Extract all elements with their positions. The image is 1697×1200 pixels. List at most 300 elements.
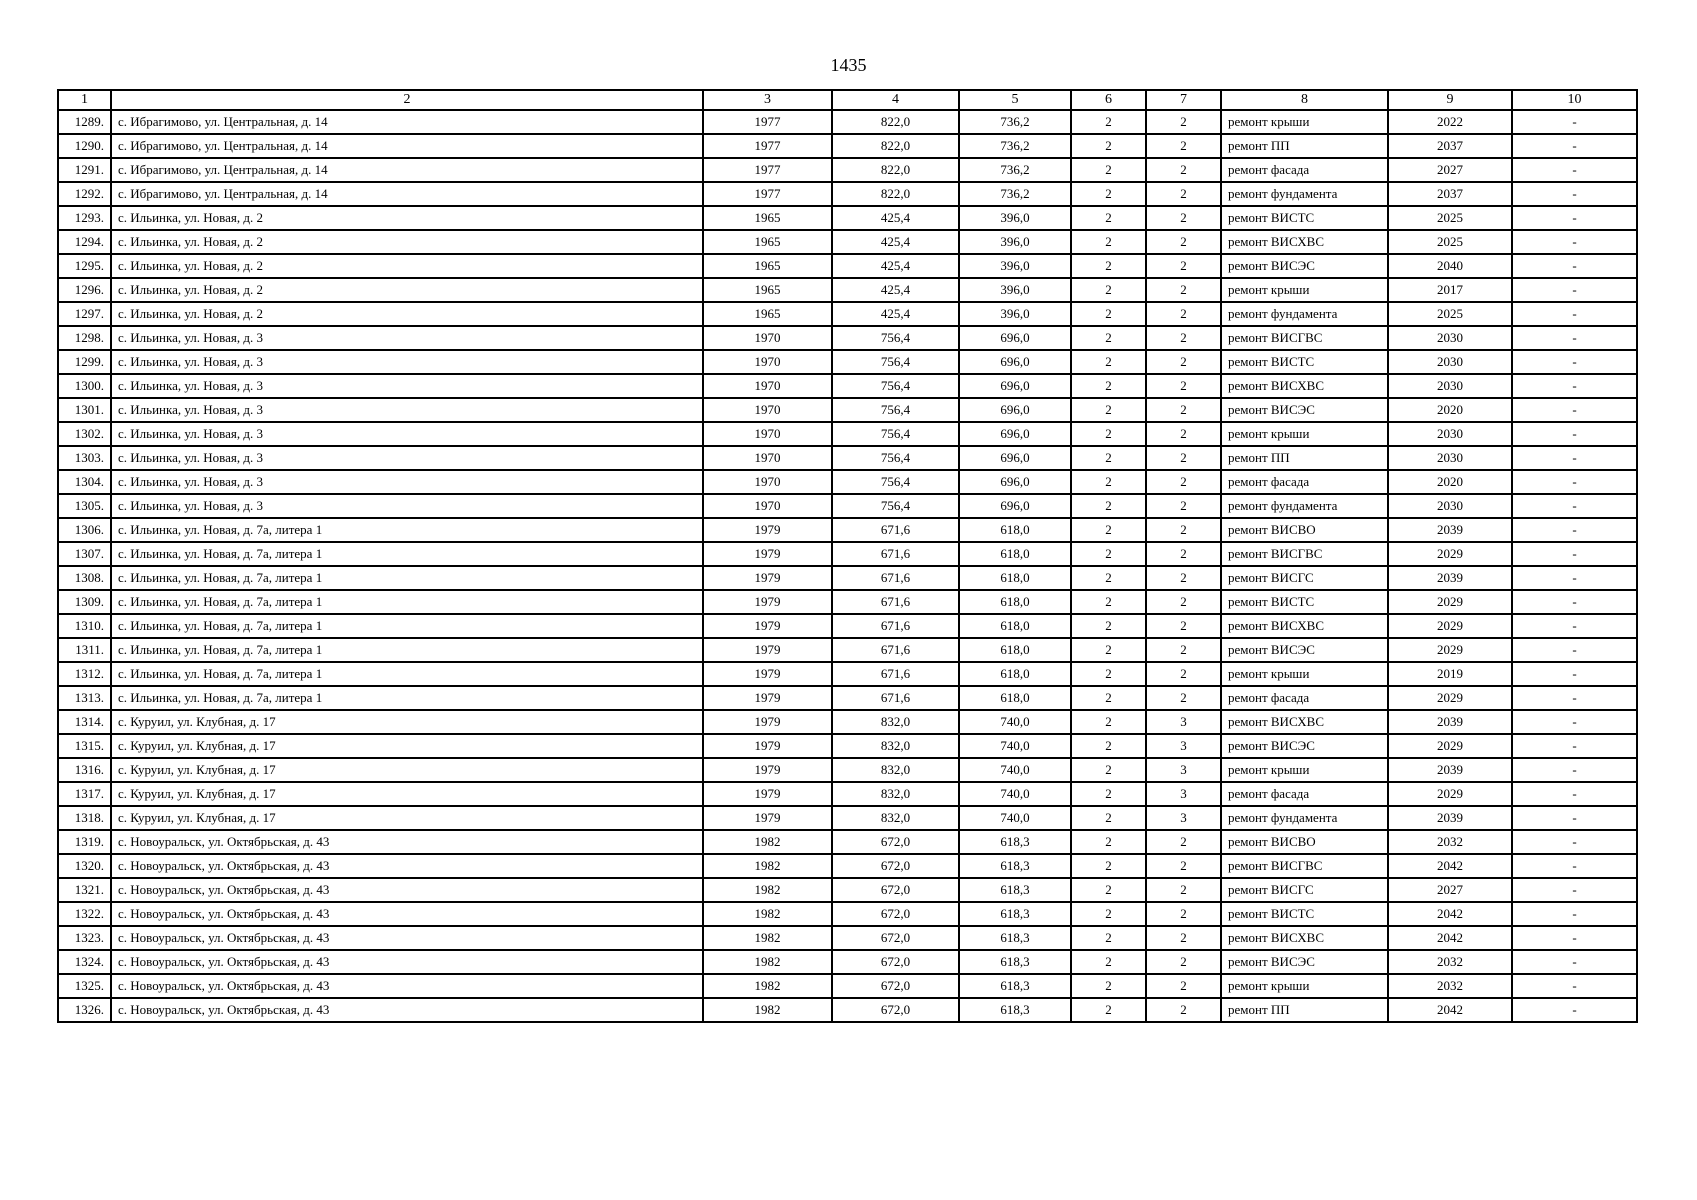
living-area-cell: 740,0 [959, 710, 1071, 734]
work-type-cell: ремонт ВИСГВС [1221, 854, 1388, 878]
table-row [58, 422, 1637, 446]
planned-year-cell: 2027 [1388, 878, 1512, 902]
note-cell: - [1512, 998, 1637, 1022]
planned-year-cell: 2039 [1388, 758, 1512, 782]
entrances-cell: 2 [1146, 422, 1221, 446]
planned-year-cell: 2042 [1388, 854, 1512, 878]
note-cell: - [1512, 566, 1637, 590]
floors-cell: 2 [1071, 422, 1146, 446]
entrances-cell: 2 [1146, 230, 1221, 254]
floors-cell: 2 [1071, 398, 1146, 422]
year-cell: 1977 [703, 110, 832, 134]
living-area-cell: 736,2 [959, 182, 1071, 206]
floors-cell: 2 [1071, 470, 1146, 494]
year-cell: 1982 [703, 974, 832, 998]
entrances-cell: 2 [1146, 254, 1221, 278]
work-type-cell: ремонт ВИСТС [1221, 590, 1388, 614]
entrances-cell: 2 [1146, 110, 1221, 134]
table-row [58, 494, 1637, 518]
address-cell: с. Новоуральск, ул. Октябрьская, д. 43 [111, 830, 703, 854]
planned-year-cell: 2027 [1388, 158, 1512, 182]
floors-cell: 2 [1071, 230, 1146, 254]
table-row [58, 206, 1637, 230]
living-area-cell: 396,0 [959, 206, 1071, 230]
living-area-cell: 740,0 [959, 806, 1071, 830]
living-area-cell: 736,2 [959, 134, 1071, 158]
entrances-cell: 2 [1146, 974, 1221, 998]
note-cell: - [1512, 518, 1637, 542]
total-area-cell: 671,6 [832, 614, 959, 638]
total-area-cell: 672,0 [832, 902, 959, 926]
work-type-cell: ремонт ВИСГВС [1221, 542, 1388, 566]
work-type-cell: ремонт фасада [1221, 158, 1388, 182]
entrances-cell: 2 [1146, 590, 1221, 614]
address-cell: с. Ильинка, ул. Новая, д. 2 [111, 206, 703, 230]
total-area-cell: 832,0 [832, 782, 959, 806]
living-area-cell: 396,0 [959, 302, 1071, 326]
total-area-cell: 756,4 [832, 422, 959, 446]
year-cell: 1979 [703, 614, 832, 638]
total-area-cell: 756,4 [832, 398, 959, 422]
row-number-cell: 1326. [58, 998, 111, 1022]
entrances-cell: 2 [1146, 326, 1221, 350]
row-number-cell: 1325. [58, 974, 111, 998]
total-area-cell: 756,4 [832, 326, 959, 350]
table-row [58, 854, 1637, 878]
address-cell: с. Ибрагимово, ул. Центральная, д. 14 [111, 182, 703, 206]
table-row [58, 590, 1637, 614]
table-row [58, 566, 1637, 590]
work-type-cell: ремонт ВИСХВС [1221, 614, 1388, 638]
planned-year-cell: 2020 [1388, 470, 1512, 494]
total-area-cell: 832,0 [832, 734, 959, 758]
living-area-cell: 618,0 [959, 614, 1071, 638]
column-header: 8 [1221, 90, 1388, 110]
entrances-cell: 2 [1146, 830, 1221, 854]
work-type-cell: ремонт ВИСГС [1221, 566, 1388, 590]
table-row [58, 926, 1637, 950]
row-number-cell: 1298. [58, 326, 111, 350]
planned-year-cell: 2029 [1388, 542, 1512, 566]
planned-year-cell: 2029 [1388, 638, 1512, 662]
floors-cell: 2 [1071, 638, 1146, 662]
row-number-cell: 1322. [58, 902, 111, 926]
address-cell: с. Ильинка, ул. Новая, д. 7а, литера 1 [111, 662, 703, 686]
year-cell: 1965 [703, 206, 832, 230]
total-area-cell: 425,4 [832, 230, 959, 254]
note-cell: - [1512, 662, 1637, 686]
work-type-cell: ремонт фасада [1221, 782, 1388, 806]
note-cell: - [1512, 470, 1637, 494]
living-area-cell: 618,0 [959, 542, 1071, 566]
table-row [58, 686, 1637, 710]
year-cell: 1965 [703, 302, 832, 326]
note-cell: - [1512, 710, 1637, 734]
table-row [58, 350, 1637, 374]
table-row [58, 782, 1637, 806]
note-cell: - [1512, 782, 1637, 806]
living-area-cell: 618,3 [959, 902, 1071, 926]
entrances-cell: 2 [1146, 998, 1221, 1022]
row-number-cell: 1305. [58, 494, 111, 518]
work-type-cell: ремонт фундамента [1221, 494, 1388, 518]
row-number-cell: 1316. [58, 758, 111, 782]
total-area-cell: 822,0 [832, 110, 959, 134]
living-area-cell: 740,0 [959, 758, 1071, 782]
address-cell: с. Ильинка, ул. Новая, д. 2 [111, 278, 703, 302]
total-area-cell: 672,0 [832, 854, 959, 878]
total-area-cell: 671,6 [832, 518, 959, 542]
note-cell: - [1512, 446, 1637, 470]
note-cell: - [1512, 878, 1637, 902]
address-cell: с. Ильинка, ул. Новая, д. 7а, литера 1 [111, 542, 703, 566]
planned-year-cell: 2039 [1388, 806, 1512, 830]
floors-cell: 2 [1071, 950, 1146, 974]
living-area-cell: 740,0 [959, 782, 1071, 806]
total-area-cell: 756,4 [832, 494, 959, 518]
registry-table [57, 89, 1638, 1023]
floors-cell: 2 [1071, 446, 1146, 470]
entrances-cell: 3 [1146, 782, 1221, 806]
address-cell: с. Ильинка, ул. Новая, д. 7а, литера 1 [111, 566, 703, 590]
total-area-cell: 832,0 [832, 710, 959, 734]
address-cell: с. Ильинка, ул. Новая, д. 3 [111, 350, 703, 374]
entrances-cell: 3 [1146, 710, 1221, 734]
total-area-cell: 671,6 [832, 686, 959, 710]
floors-cell: 2 [1071, 830, 1146, 854]
floors-cell: 2 [1071, 758, 1146, 782]
living-area-cell: 740,0 [959, 734, 1071, 758]
table-row [58, 158, 1637, 182]
floors-cell: 2 [1071, 494, 1146, 518]
floors-cell: 2 [1071, 806, 1146, 830]
column-header: 7 [1146, 90, 1221, 110]
living-area-cell: 618,3 [959, 878, 1071, 902]
floors-cell: 2 [1071, 662, 1146, 686]
planned-year-cell: 2029 [1388, 614, 1512, 638]
row-number-cell: 1309. [58, 590, 111, 614]
address-cell: с. Ильинка, ул. Новая, д. 3 [111, 470, 703, 494]
note-cell: - [1512, 182, 1637, 206]
row-number-cell: 1318. [58, 806, 111, 830]
planned-year-cell: 2022 [1388, 110, 1512, 134]
note-cell: - [1512, 278, 1637, 302]
entrances-cell: 2 [1146, 566, 1221, 590]
year-cell: 1982 [703, 926, 832, 950]
note-cell: - [1512, 590, 1637, 614]
total-area-cell: 822,0 [832, 134, 959, 158]
entrances-cell: 2 [1146, 470, 1221, 494]
column-header: 3 [703, 90, 832, 110]
page-number: 1435 [830, 55, 867, 75]
note-cell: - [1512, 110, 1637, 134]
total-area-cell: 672,0 [832, 878, 959, 902]
planned-year-cell: 2042 [1388, 902, 1512, 926]
living-area-cell: 618,3 [959, 950, 1071, 974]
entrances-cell: 2 [1146, 350, 1221, 374]
entrances-cell: 2 [1146, 926, 1221, 950]
year-cell: 1979 [703, 734, 832, 758]
planned-year-cell: 2029 [1388, 686, 1512, 710]
work-type-cell: ремонт ВИСТС [1221, 206, 1388, 230]
row-number-cell: 1303. [58, 446, 111, 470]
year-cell: 1979 [703, 806, 832, 830]
floors-cell: 2 [1071, 302, 1146, 326]
note-cell: - [1512, 902, 1637, 926]
total-area-cell: 672,0 [832, 830, 959, 854]
planned-year-cell: 2039 [1388, 566, 1512, 590]
entrances-cell: 2 [1146, 374, 1221, 398]
note-cell: - [1512, 230, 1637, 254]
living-area-cell: 736,2 [959, 158, 1071, 182]
floors-cell: 2 [1071, 278, 1146, 302]
row-number-cell: 1294. [58, 230, 111, 254]
year-cell: 1970 [703, 326, 832, 350]
row-number-cell: 1293. [58, 206, 111, 230]
total-area-cell: 425,4 [832, 206, 959, 230]
table-row [58, 446, 1637, 470]
year-cell: 1982 [703, 854, 832, 878]
year-cell: 1982 [703, 830, 832, 854]
table-row [58, 542, 1637, 566]
living-area-cell: 618,3 [959, 854, 1071, 878]
address-cell: с. Куруил, ул. Клубная, д. 17 [111, 782, 703, 806]
year-cell: 1970 [703, 350, 832, 374]
year-cell: 1965 [703, 278, 832, 302]
work-type-cell: ремонт фундамента [1221, 182, 1388, 206]
floors-cell: 2 [1071, 134, 1146, 158]
column-header: 5 [959, 90, 1071, 110]
planned-year-cell: 2030 [1388, 350, 1512, 374]
living-area-cell: 696,0 [959, 350, 1071, 374]
entrances-cell: 2 [1146, 446, 1221, 470]
year-cell: 1979 [703, 590, 832, 614]
year-cell: 1979 [703, 566, 832, 590]
total-area-cell: 832,0 [832, 806, 959, 830]
table-body [58, 110, 1637, 1022]
note-cell: - [1512, 806, 1637, 830]
floors-cell: 2 [1071, 542, 1146, 566]
entrances-cell: 3 [1146, 806, 1221, 830]
table-row [58, 134, 1637, 158]
work-type-cell: ремонт ВИСЭС [1221, 638, 1388, 662]
note-cell: - [1512, 854, 1637, 878]
row-number-cell: 1306. [58, 518, 111, 542]
year-cell: 1979 [703, 638, 832, 662]
entrances-cell: 2 [1146, 518, 1221, 542]
living-area-cell: 696,0 [959, 422, 1071, 446]
column-header: 2 [111, 90, 703, 110]
address-cell: с. Куруил, ул. Клубная, д. 17 [111, 806, 703, 830]
row-number-cell: 1315. [58, 734, 111, 758]
living-area-cell: 618,0 [959, 638, 1071, 662]
address-cell: с. Ильинка, ул. Новая, д. 7а, литера 1 [111, 518, 703, 542]
note-cell: - [1512, 494, 1637, 518]
planned-year-cell: 2039 [1388, 710, 1512, 734]
year-cell: 1970 [703, 398, 832, 422]
table-row [58, 110, 1637, 134]
address-cell: с. Ибрагимово, ул. Центральная, д. 14 [111, 110, 703, 134]
planned-year-cell: 2019 [1388, 662, 1512, 686]
entrances-cell: 2 [1146, 494, 1221, 518]
living-area-cell: 696,0 [959, 494, 1071, 518]
planned-year-cell: 2029 [1388, 734, 1512, 758]
planned-year-cell: 2025 [1388, 206, 1512, 230]
planned-year-cell: 2020 [1388, 398, 1512, 422]
year-cell: 1979 [703, 710, 832, 734]
entrances-cell: 2 [1146, 878, 1221, 902]
column-header: 9 [1388, 90, 1512, 110]
table-row [58, 518, 1637, 542]
year-cell: 1977 [703, 158, 832, 182]
planned-year-cell: 2025 [1388, 230, 1512, 254]
floors-cell: 2 [1071, 782, 1146, 806]
table-row [58, 878, 1637, 902]
year-cell: 1965 [703, 230, 832, 254]
note-cell: - [1512, 374, 1637, 398]
row-number-cell: 1310. [58, 614, 111, 638]
work-type-cell: ремонт крыши [1221, 974, 1388, 998]
living-area-cell: 618,0 [959, 566, 1071, 590]
year-cell: 1970 [703, 446, 832, 470]
work-type-cell: ремонт ВИСХВС [1221, 230, 1388, 254]
work-type-cell: ремонт ВИСТС [1221, 902, 1388, 926]
planned-year-cell: 2030 [1388, 374, 1512, 398]
floors-cell: 2 [1071, 254, 1146, 278]
entrances-cell: 3 [1146, 734, 1221, 758]
table-row [58, 638, 1637, 662]
planned-year-cell: 2037 [1388, 134, 1512, 158]
entrances-cell: 2 [1146, 614, 1221, 638]
living-area-cell: 618,0 [959, 662, 1071, 686]
year-cell: 1970 [703, 374, 832, 398]
planned-year-cell: 2039 [1388, 518, 1512, 542]
floors-cell: 2 [1071, 350, 1146, 374]
entrances-cell: 2 [1146, 950, 1221, 974]
entrances-cell: 2 [1146, 854, 1221, 878]
planned-year-cell: 2017 [1388, 278, 1512, 302]
entrances-cell: 2 [1146, 902, 1221, 926]
note-cell: - [1512, 422, 1637, 446]
row-number-cell: 1301. [58, 398, 111, 422]
total-area-cell: 822,0 [832, 182, 959, 206]
year-cell: 1977 [703, 182, 832, 206]
total-area-cell: 822,0 [832, 158, 959, 182]
work-type-cell: ремонт ПП [1221, 134, 1388, 158]
year-cell: 1979 [703, 542, 832, 566]
address-cell: с. Ибрагимово, ул. Центральная, д. 14 [111, 158, 703, 182]
note-cell: - [1512, 758, 1637, 782]
table-row [58, 470, 1637, 494]
note-cell: - [1512, 926, 1637, 950]
note-cell: - [1512, 614, 1637, 638]
note-cell: - [1512, 326, 1637, 350]
row-number-cell: 1296. [58, 278, 111, 302]
table-row [58, 902, 1637, 926]
entrances-cell: 2 [1146, 686, 1221, 710]
total-area-cell: 671,6 [832, 638, 959, 662]
table-row [58, 662, 1637, 686]
work-type-cell: ремонт крыши [1221, 662, 1388, 686]
column-header: 1 [58, 90, 111, 110]
floors-cell: 2 [1071, 854, 1146, 878]
work-type-cell: ремонт крыши [1221, 758, 1388, 782]
total-area-cell: 671,6 [832, 542, 959, 566]
floors-cell: 2 [1071, 374, 1146, 398]
row-number-cell: 1313. [58, 686, 111, 710]
total-area-cell: 671,6 [832, 566, 959, 590]
year-cell: 1982 [703, 998, 832, 1022]
total-area-cell: 425,4 [832, 302, 959, 326]
planned-year-cell: 2032 [1388, 974, 1512, 998]
planned-year-cell: 2030 [1388, 446, 1512, 470]
living-area-cell: 696,0 [959, 470, 1071, 494]
living-area-cell: 618,3 [959, 926, 1071, 950]
floors-cell: 2 [1071, 206, 1146, 230]
address-cell: с. Куруил, ул. Клубная, д. 17 [111, 758, 703, 782]
table-row [58, 710, 1637, 734]
total-area-cell: 672,0 [832, 974, 959, 998]
address-cell: с. Куруил, ул. Клубная, д. 17 [111, 710, 703, 734]
floors-cell: 2 [1071, 878, 1146, 902]
table-row [58, 326, 1637, 350]
note-cell: - [1512, 134, 1637, 158]
work-type-cell: ремонт ВИСЭС [1221, 950, 1388, 974]
row-number-cell: 1299. [58, 350, 111, 374]
work-type-cell: ремонт ВИСЭС [1221, 398, 1388, 422]
address-cell: с. Новоуральск, ул. Октябрьская, д. 43 [111, 902, 703, 926]
living-area-cell: 696,0 [959, 374, 1071, 398]
row-number-cell: 1295. [58, 254, 111, 278]
row-number-cell: 1297. [58, 302, 111, 326]
table-row [58, 374, 1637, 398]
planned-year-cell: 2029 [1388, 590, 1512, 614]
work-type-cell: ремонт ВИСВО [1221, 830, 1388, 854]
entrances-cell: 2 [1146, 542, 1221, 566]
note-cell: - [1512, 734, 1637, 758]
note-cell: - [1512, 830, 1637, 854]
living-area-cell: 618,3 [959, 830, 1071, 854]
total-area-cell: 671,6 [832, 590, 959, 614]
table-row [58, 278, 1637, 302]
row-number-cell: 1319. [58, 830, 111, 854]
floors-cell: 2 [1071, 182, 1146, 206]
year-cell: 1979 [703, 518, 832, 542]
table-row [58, 734, 1637, 758]
floors-cell: 2 [1071, 902, 1146, 926]
floors-cell: 2 [1071, 326, 1146, 350]
address-cell: с. Ильинка, ул. Новая, д. 3 [111, 374, 703, 398]
note-cell: - [1512, 158, 1637, 182]
total-area-cell: 756,4 [832, 350, 959, 374]
entrances-cell: 3 [1146, 758, 1221, 782]
note-cell: - [1512, 254, 1637, 278]
row-number-cell: 1289. [58, 110, 111, 134]
living-area-cell: 618,3 [959, 974, 1071, 998]
address-cell: с. Новоуральск, ул. Октябрьская, д. 43 [111, 926, 703, 950]
living-area-cell: 696,0 [959, 446, 1071, 470]
row-number-cell: 1302. [58, 422, 111, 446]
year-cell: 1970 [703, 470, 832, 494]
floors-cell: 2 [1071, 614, 1146, 638]
work-type-cell: ремонт фундамента [1221, 302, 1388, 326]
year-cell: 1982 [703, 878, 832, 902]
row-number-cell: 1308. [58, 566, 111, 590]
total-area-cell: 671,6 [832, 662, 959, 686]
address-cell: с. Новоуральск, ул. Октябрьская, д. 43 [111, 878, 703, 902]
row-number-cell: 1291. [58, 158, 111, 182]
note-cell: - [1512, 950, 1637, 974]
